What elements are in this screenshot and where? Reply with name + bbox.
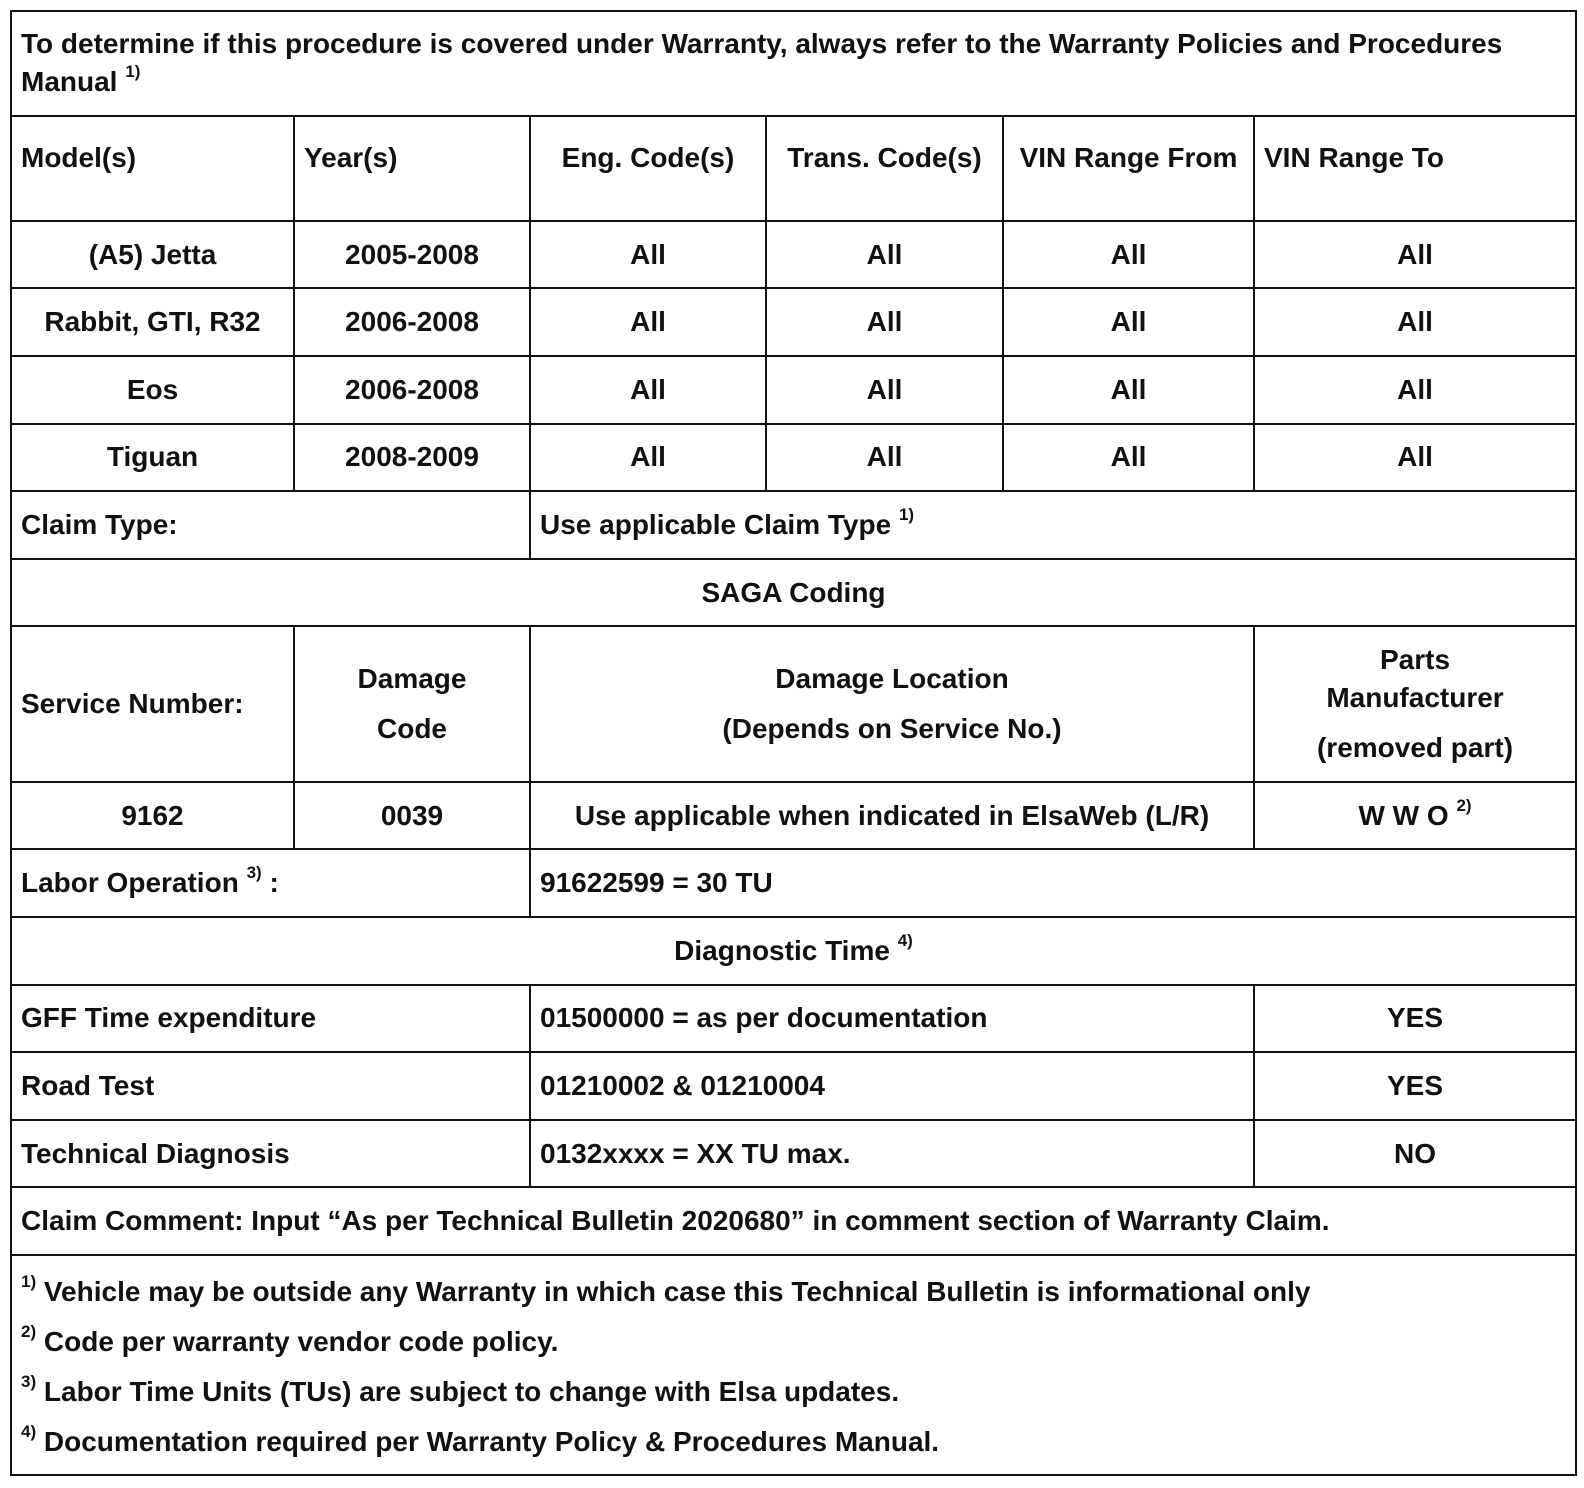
footnote-item [21, 1267, 1566, 1317]
footnote-mark: 1) [21, 1271, 37, 1291]
diagnostic-flag: YES [1254, 1052, 1576, 1120]
claim-comment: Claim Comment: Input “As per Technical Bulletin 2020680” in comment section of Warranty Claim. [11, 1187, 1576, 1255]
col-header-trans-codes: Trans. Code(s) [766, 116, 1003, 221]
diagnostic-time-title-cell [11, 917, 1576, 985]
damage-code-label [294, 626, 530, 781]
years-cell: 2008-2009 [294, 424, 530, 492]
diagnostic-code: 01500000 = as per documentation [530, 985, 1254, 1053]
header-text: To determine if this procedure is covered under Warranty, always refer to the Warranty Policies and Procedures Manual [21, 28, 1503, 98]
model-row [11, 288, 1576, 356]
footnote-text: Code per warranty vendor code policy. [43, 1325, 559, 1357]
footnotes [11, 1255, 1576, 1475]
col-header-eng-codes: Eng. Code(s) [530, 116, 766, 221]
parts-mfr-label-line: Parts [1379, 644, 1451, 676]
parts-mfr-label-line: Manufacturer [1326, 682, 1504, 714]
damage-code-value: 0039 [294, 782, 530, 850]
eng-code-cell: All [530, 221, 766, 289]
saga-coding-title: SAGA Coding [11, 559, 1576, 627]
claim-type-value-cell [530, 491, 1576, 559]
diagnostic-label: GFF Time expenditure [11, 985, 530, 1053]
footnote-text: Labor Time Units (TUs) are subject to change with Elsa updates. [43, 1375, 900, 1407]
header-row [11, 11, 1576, 116]
footnotes-row [11, 1255, 1576, 1475]
diagnostic-label: Technical Diagnosis [11, 1120, 530, 1188]
trans-code-cell: All [766, 424, 1003, 492]
parts-manufacturer-label [1254, 626, 1576, 781]
eng-code-cell: All [530, 288, 766, 356]
trans-code-cell: All [766, 221, 1003, 289]
eng-code-cell: All [530, 356, 766, 424]
years-cell: 2006-2008 [294, 356, 530, 424]
col-header-years: Year(s) [294, 116, 530, 221]
vin-from-cell: All [1003, 288, 1254, 356]
vin-to-cell: All [1254, 288, 1576, 356]
diagnostic-code: 0132xxxx = XX TU max. [530, 1120, 1254, 1188]
parts-mfr-footnote-mark: 2) [1456, 795, 1472, 815]
model-cell: Tiguan [11, 424, 294, 492]
claim-type-row [11, 491, 1576, 559]
years-cell: 2006-2008 [294, 288, 530, 356]
footnote-item [21, 1317, 1566, 1367]
damage-location-label-line: Damage Location [775, 663, 1009, 695]
vin-from-cell: All [1003, 221, 1254, 289]
diagnostic-row [11, 1120, 1576, 1188]
labor-footnote-mark: 3) [246, 863, 262, 883]
damage-location-label-line: (Depends on Service No.) [722, 713, 1062, 745]
vin-from-cell: All [1003, 356, 1254, 424]
col-header-models: Model(s) [11, 116, 294, 221]
model-cell: (A5) Jetta [11, 221, 294, 289]
diagnostic-code: 01210002 & 01210004 [530, 1052, 1254, 1120]
warranty-header [11, 11, 1576, 116]
service-number-label: Service Number: [11, 626, 294, 781]
model-row [11, 356, 1576, 424]
model-cell: Rabbit, GTI, R32 [11, 288, 294, 356]
damage-code-label-line: Damage [357, 663, 467, 695]
footnote-item [21, 1417, 1566, 1467]
claim-type-value: Use applicable Claim Type [540, 509, 892, 541]
footnote-item [21, 1367, 1566, 1417]
eng-code-cell: All [530, 424, 766, 492]
footnote-mark: 3) [21, 1371, 37, 1391]
diagnostic-label: Road Test [11, 1052, 530, 1120]
claim-type-label: Claim Type: [11, 491, 530, 559]
diagnostic-row [11, 985, 1576, 1053]
vin-from-cell: All [1003, 424, 1254, 492]
labor-operation-label: Labor Operation [21, 867, 239, 899]
claim-comment-row [11, 1187, 1576, 1255]
footnote-mark: 4) [21, 1421, 37, 1441]
trans-code-cell: All [766, 356, 1003, 424]
labor-colon: : [269, 867, 279, 899]
diagnostic-title-row [11, 917, 1576, 985]
saga-value-row [11, 782, 1576, 850]
warranty-table [10, 10, 1577, 1476]
parts-manufacturer-value-cell [1254, 782, 1576, 850]
footnote-text: Documentation required per Warranty Policy & Procedures Manual. [43, 1425, 940, 1457]
diagnostic-footnote-mark: 4) [897, 930, 913, 950]
saga-title-row [11, 559, 1576, 627]
years-cell: 2005-2008 [294, 221, 530, 289]
parts-mfr-label-line: (removed part) [1316, 732, 1514, 764]
vin-to-cell: All [1254, 356, 1576, 424]
claim-type-footnote-mark: 1) [898, 505, 915, 525]
parts-manufacturer-value: W W O [1358, 799, 1449, 831]
saga-header-row [11, 626, 1576, 781]
labor-operation-row [11, 849, 1576, 917]
diagnostic-flag: YES [1254, 985, 1576, 1053]
damage-location-value: Use applicable when indicated in ElsaWeb (L/R) [530, 782, 1254, 850]
trans-code-cell: All [766, 288, 1003, 356]
diagnostic-row [11, 1052, 1576, 1120]
vin-to-cell: All [1254, 424, 1576, 492]
header-footnote-mark: 1) [125, 62, 141, 82]
col-header-vin-from: VIN Range From [1003, 116, 1254, 221]
damage-code-label-line: Code [377, 713, 447, 745]
labor-operation-label-cell [11, 849, 530, 917]
column-header-row [11, 116, 1576, 221]
service-number-value: 9162 [11, 782, 294, 850]
model-row [11, 221, 1576, 289]
model-row [11, 424, 1576, 492]
col-header-vin-to: VIN Range To [1254, 116, 1576, 221]
diagnostic-time-title: Diagnostic Time [674, 934, 890, 966]
footnote-mark: 2) [21, 1321, 37, 1341]
model-cell: Eos [11, 356, 294, 424]
labor-operation-value: 91622599 = 30 TU [530, 849, 1576, 917]
damage-location-label [530, 626, 1254, 781]
vin-to-cell: All [1254, 221, 1576, 289]
diagnostic-flag: NO [1254, 1120, 1576, 1188]
footnote-text: Vehicle may be outside any Warranty in which case this Technical Bulletin is informational only [43, 1275, 1311, 1307]
